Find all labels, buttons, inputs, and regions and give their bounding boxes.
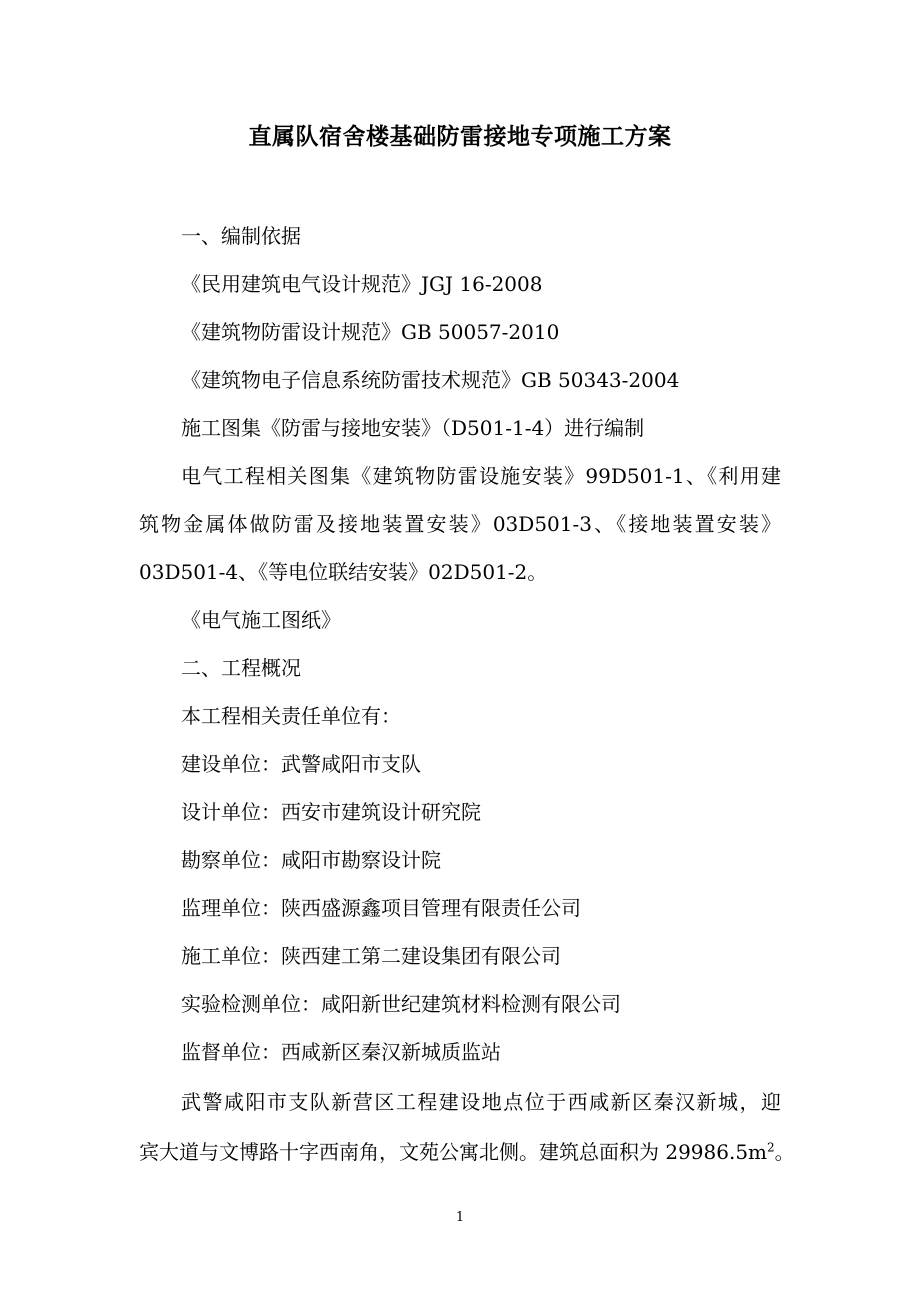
unit-line: 建设单位：武警咸阳市支队 xyxy=(181,752,421,776)
basis-item: 施工图集《防雷与接地安装》（D501-1-4）进行编制 xyxy=(181,416,645,440)
atlas-paragraph-line: 03D501-4、《等电位联结安装》02D501-2。 xyxy=(139,560,548,584)
unit-line: 监理单位：陕西盛源鑫项目管理有限责任公司 xyxy=(181,896,581,920)
location-end: 。 xyxy=(774,1140,795,1164)
section-heading-overview: 二、工程概况 xyxy=(181,656,301,680)
location-paragraph-line xyxy=(139,1136,795,1165)
document-title: 直属队宿舍楼基础防雷接地专项施工方案 xyxy=(248,123,672,150)
section-heading-basis: 一、编制依据 xyxy=(181,224,301,248)
unit-line: 监督单位：西咸新区秦汉新城质监站 xyxy=(181,1040,501,1064)
atlas-paragraph-line: 电气工程相关图集《建筑物防雷设施安装》99D501-1、《利用建 xyxy=(181,464,781,488)
drawings-item: 《电气施工图纸》 xyxy=(181,608,341,632)
unit-line: 实验检测单位：咸阳新世纪建筑材料检测有限公司 xyxy=(181,992,621,1016)
unit-line: 勘察单位：咸阳市勘察设计院 xyxy=(181,848,441,872)
page-number: 1 xyxy=(455,1210,465,1225)
unit-line: 设计单位：西安市建筑设计研究院 xyxy=(181,800,481,824)
location-paragraph-line: 武警咸阳市支队新营区工程建设地点位于西咸新区秦汉新城，迎 xyxy=(181,1090,781,1114)
basis-item: 《民用建筑电气设计规范》JGJ 16-2008 xyxy=(181,272,543,296)
location-text: 宾大道与文博路十字西南角，文苑公寓北侧。建筑总面积为 29986.5m xyxy=(139,1140,768,1164)
units-intro: 本工程相关责任单位有： xyxy=(181,704,401,728)
unit-line: 施工单位：陕西建工第二建设集团有限公司 xyxy=(181,944,561,968)
basis-item: 《建筑物防雷设计规范》GB 50057-2010 xyxy=(181,320,560,344)
atlas-paragraph-line: 筑物金属体做防雷及接地装置安装》03D501-3、《接地装置安装》 xyxy=(139,512,781,536)
area-unit-superscript: 2 xyxy=(767,1140,775,1155)
basis-item: 《建筑物电子信息系统防雷技术规范》GB 50343-2004 xyxy=(181,368,680,392)
